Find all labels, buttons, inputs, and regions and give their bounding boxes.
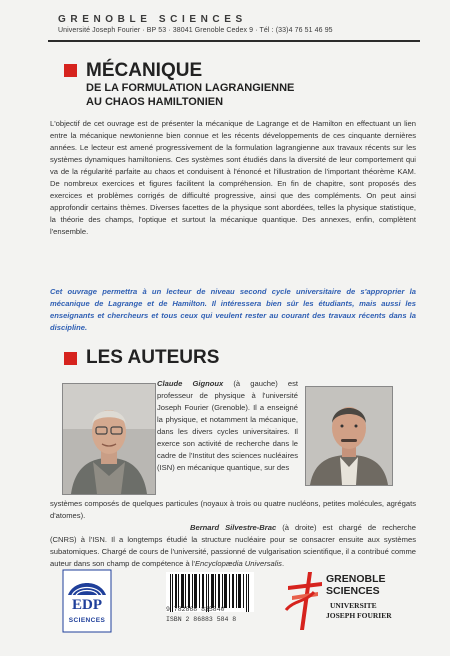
barcode-number: 9 782868 835840	[166, 606, 225, 613]
header-rule	[48, 40, 420, 42]
author1-bio-continued: systèmes composés de quelques particules (noyaux à trois ou quatre nucléons, petites molécules, agrégats d'atomes).	[50, 499, 416, 520]
author2-bio: Bernard Silvestre-Brac (à droite) est chargé de recherche (CNRS) à l'ISN. Il a longtemps étudié la structure nucléaire pour se consacrer ensuite aux systèmes subatomiques. Chargé de cours de l'université, passionné de vulgarisation scientifique, il a contribué comme auteur dans son champ de compétence à l'Encyclopædia Universalis.	[50, 523, 417, 568]
grenoble-sciences-logo	[282, 570, 326, 632]
edp-sciences-logo	[62, 569, 112, 633]
book-subtitle-1: DE LA FORMULATION LAGRANGIENNE	[86, 82, 295, 94]
author1-bio	[157, 378, 298, 474]
gs-line2: SCIENCES	[326, 585, 380, 597]
author1-name: Claude Gignoux	[157, 379, 224, 388]
title-bullet	[64, 64, 77, 77]
edp-letters: EDP	[72, 597, 102, 613]
summary-paragraph: L'objectif de cet ouvrage est de présenter la mécanique de Lagrange et de Hamilton en effectuant un lien entre la mécanique newtonienne bien connue et les récents développements de ces cinquante dernières années. Le lecteur est amené progressivement de la formulation lagrangienne aux travaux récents sur les systèmes dynamiques hamiltoniens. Ces systèmes sont étudiés dans la diversité de leur comportement qui va de la régularité parfaite au chaos et conduisent à l'énoncé et l'illustration de l'important théorème KAM. De nombreux exercices et figures facilitent la compréhension. En fin de chapitre, sont proposés des exercices et problèmes corrigés de difficulté progressive, ainsi que des compléments. On peut ainsi approfondir certains thèmes. Diverses facettes de la physique sont abordées, telles la physique statistique, la théorie des champs, l'optique et surtout la mécanique quantique. Des annexes, enfin, complètent l'ensemble.	[50, 119, 416, 236]
author2-name: Bernard Silvestre-Brac	[190, 523, 277, 532]
book-subtitle-2: AU CHAOS HAMILTONIEN	[86, 96, 224, 108]
author2-bio-text: (à droite) est chargé de recherche (CNRS) à l'ISN. Il a longtemps étudié la structure nucléaire pour se consacrer ensuite aux systèmes subatomiques. Chargé de cours de l'université, passionné de vulgarisation scientifique, il a contribué comme auteur dans son champ de compétence à l'	[50, 523, 417, 568]
encyclopedia-title: Encyclopædia Universalis	[194, 559, 282, 568]
university-line1: UNIVERSITE	[330, 601, 377, 610]
university-line2: JOSEPH FOURIER	[326, 611, 392, 620]
series-header: GRENOBLE SCIENCES	[58, 14, 247, 25]
author1-bio-text: (à gauche) est professeur de physique à l'université Joseph Fourier (Grenoble). Il a enseigné la physique, et notamment la mécanique, dans les divers cycles universitaires. Il exerce son activité de recherche dans le cadre de l'Institut des sciences nucléaires (ISN) en mécanique quantique, sur des	[157, 379, 298, 472]
isbn-label: ISBN 2 86883 584 8	[166, 616, 237, 623]
author2-photo	[305, 386, 393, 486]
authors-heading: LES AUTEURS	[86, 347, 220, 368]
book-title: MÉCANIQUE	[86, 60, 203, 81]
gs-line1: GRENOBLE	[326, 573, 386, 585]
author1-photo	[62, 383, 156, 495]
audience-paragraph: Cet ouvrage permettra à un lecteur de niveau second cycle universitaire de s'approprier la mécanique de Lagrange et de Hamilton. Il intéressera bien sûr les étudiants, mais aussi les enseignants et chercheurs et tous ceux qui veulent rester au courant des travaux récents dans la discipline.	[50, 287, 416, 332]
authors-bullet	[64, 352, 77, 365]
edp-word: SCIENCES	[68, 617, 106, 624]
publisher-address: Université Joseph Fourier · BP 53 · 38041 Grenoble Cedex 9 · Tél : (33)4 76 51 46 95	[58, 27, 333, 34]
